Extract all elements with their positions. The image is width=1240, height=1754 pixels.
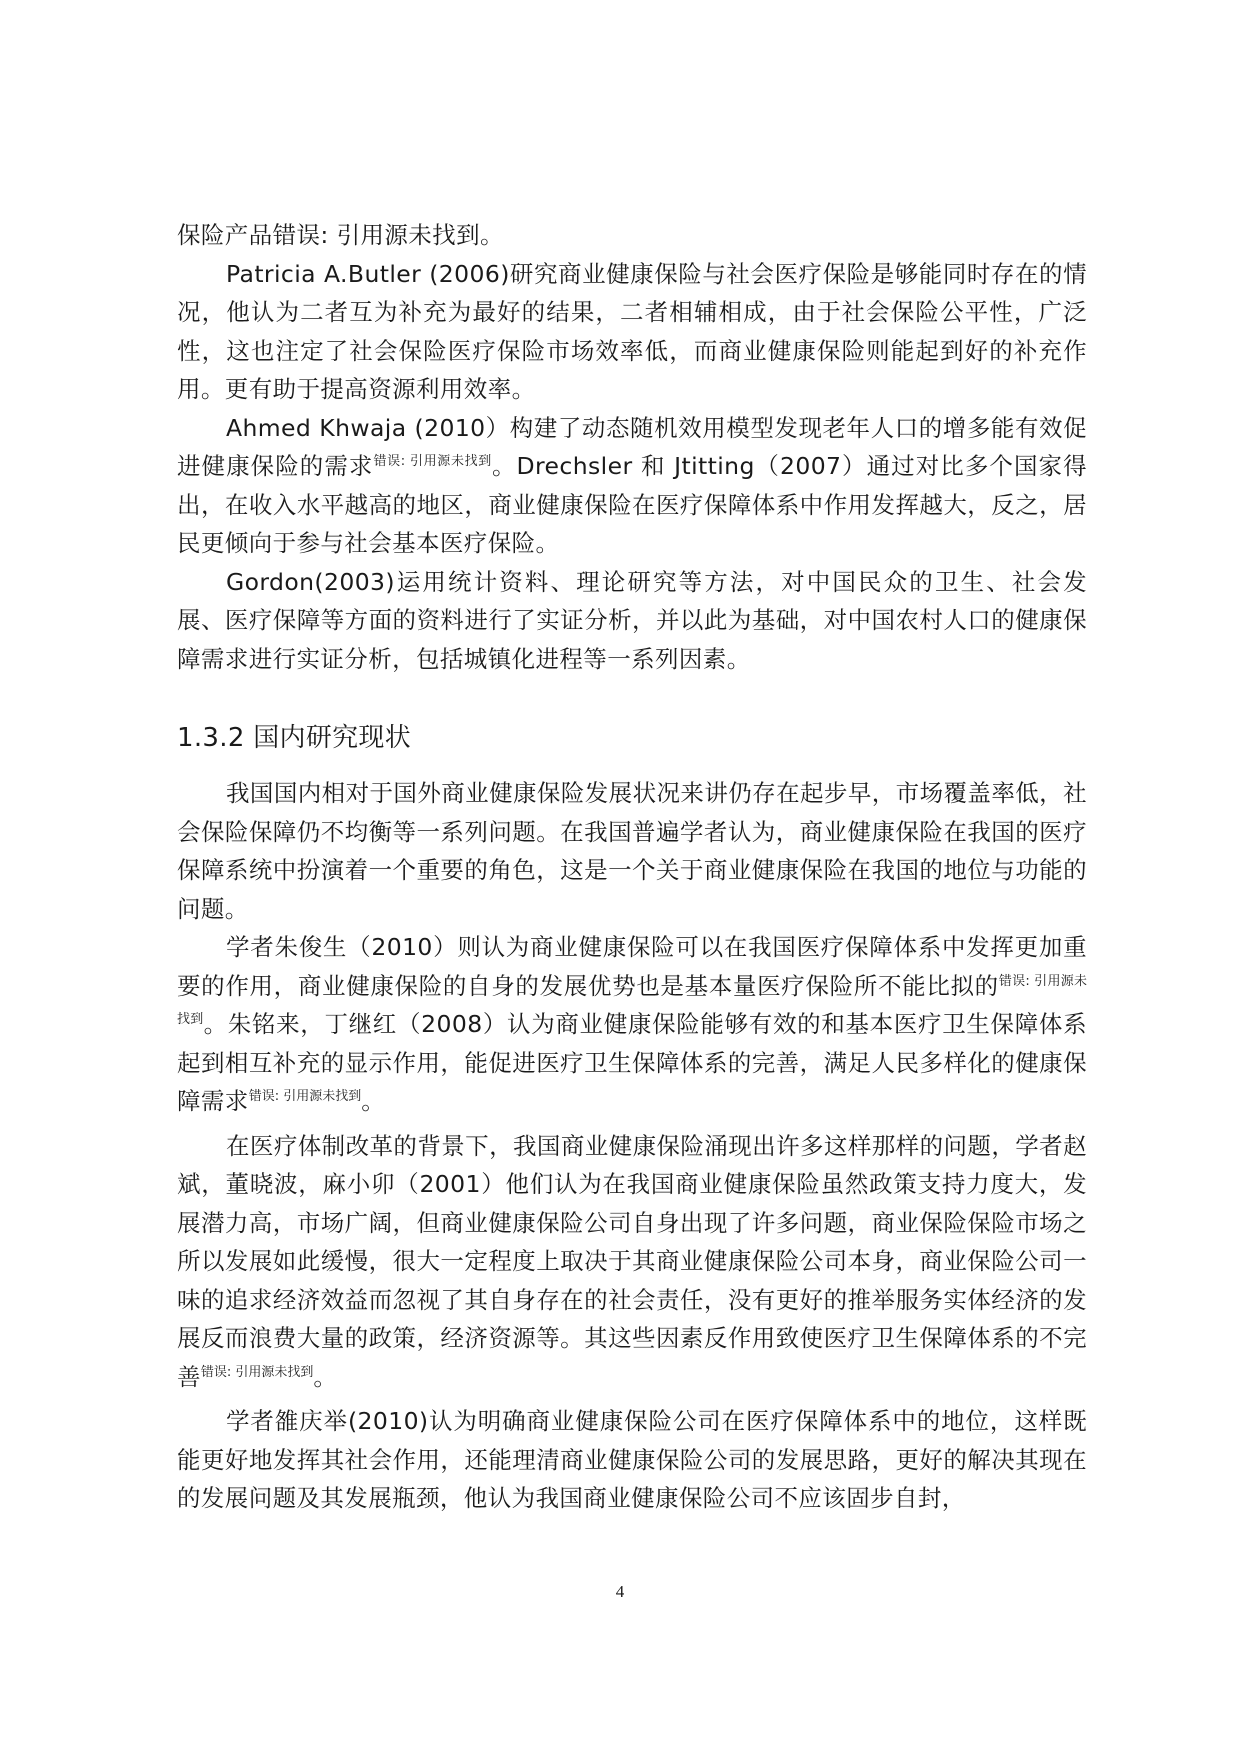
paragraph-khwaja-text-a: Ahmed Khwaja (2010）构建了动态随机效用模型发现老年人口的增多能有效促进健康保险的需求 [177,413,1087,480]
paragraph-gordon: Gordon(2003)运用统计资料、理论研究等方法，对中国民众的卫生、社会发展、医疗保障等方面的资料进行了实证分析，并以此为基础，对中国农村人口的健康保障需求进行实证分析，包括城镇化进程等一系列因素。 [177,567,1087,673]
section-heading: 1.3.2 国内研究现状 [177,723,412,753]
paragraph-zhu-text-c: 。 [361,1087,386,1115]
paragraph-zhu-text-a: 学者朱俊生（2010）则认为商业健康保险可以在我国医疗保障体系中发挥更加重要的作用，商业健康保险的自身的发展优势也是基本量医疗保险所不能比拟的 [177,933,1087,1000]
citation-error-note: 错误: 引用源未找到 [177,973,1087,1027]
citation-error-note: 错误: 引用源未找到 [248,1089,362,1104]
page-number: 4 [615,1582,625,1601]
body-upper [177,216,1087,678]
paragraph-zhao-text-b: 。 [313,1362,338,1391]
paragraph-domestic-overview: 我国国内相对于国外商业健康保险发展状况来讲仍存在起步早，市场覆盖率低，社会保险保障仍不均衡等一系列问题。在我国普遍学者认为，商业健康保险在我国的医疗保障系统中扮演着一个重要的角色，这是一个关于商业健康保险在我国的地位与功能的问题。 [177,779,1087,923]
paragraph-butler: Patricia A.Butler (2006)研究商业健康保险与社会医疗保险是够能同时存在的情况，他认为二者互为补充为最好的结果，二者相辅相成，由于社会保险公平性，广泛性，这也注定了社会保险医疗保险市场效率低，而商业健康保险则能起到好的补充作用。更有助于提高资源利用效率。 [177,259,1087,403]
paragraph-zhao [177,1127,1087,1397]
paragraph-zhao-text-a: 在医疗体制改革的背景下，我国商业健康保险涌现出许多这样那样的问题，学者赵斌，董晓波，麻小卯（2001）他们认为在我国商业健康保险虽然政策支持力度大，发展潜力高，市场广阔，但商业健康保险公司自身出现了许多问题，商业保险保险市场之所以发展如此缓慢，很大一定程度上取决于其商业健康保险公司本身，商业保险公司一味的追求经济效益而忽视了其自身存在的社会责任，没有更好的推举服务实体经济的发展反而浪费大量的政策，经济资源等。其这些因素反作用致使医疗卫生保障体系的不完善 [177,1131,1087,1391]
paragraph-khwaja [177,409,1087,563]
paragraph-luo: 学者雒庆举(2010)认为明确商业健康保险公司在医疗保障体系中的地位，这样既能更好地发挥其社会作用，还能理清商业健康保险公司的发展思路，更好的解决其现在的发展问题及其发展瓶颈，他认为我国商业健康保险公司不应该固步自封， [177,1407,1087,1512]
paragraph-zhu [177,928,1087,1121]
body-lower [177,774,1087,1518]
citation-error-note: 错误: 引用源未找到 [373,454,492,469]
citation-error-note: 错误: 引用源未找到 [200,1364,314,1380]
paragraph-khwaja-text-b: 。Drechsler 和 Jtitting（2007）通过对比多个国家得出，在收入水平越高的地区，商业健康保险在医疗保障体系中作用发挥越大，反之，居民更倾向于参与社会基本医疗保险。 [177,452,1087,557]
paragraph-continuation: 保险产品错误: 引用源未找到。 [177,221,504,249]
paragraph-zhu-text-b: 。朱铭来，丁继红（2008）认为商业健康保险能够有效的和基本医疗卫生保障体系起到相互补充的显示作用，能促进医疗卫生保障体系的完善，满足人民多样化的健康保障需求 [177,1010,1087,1115]
